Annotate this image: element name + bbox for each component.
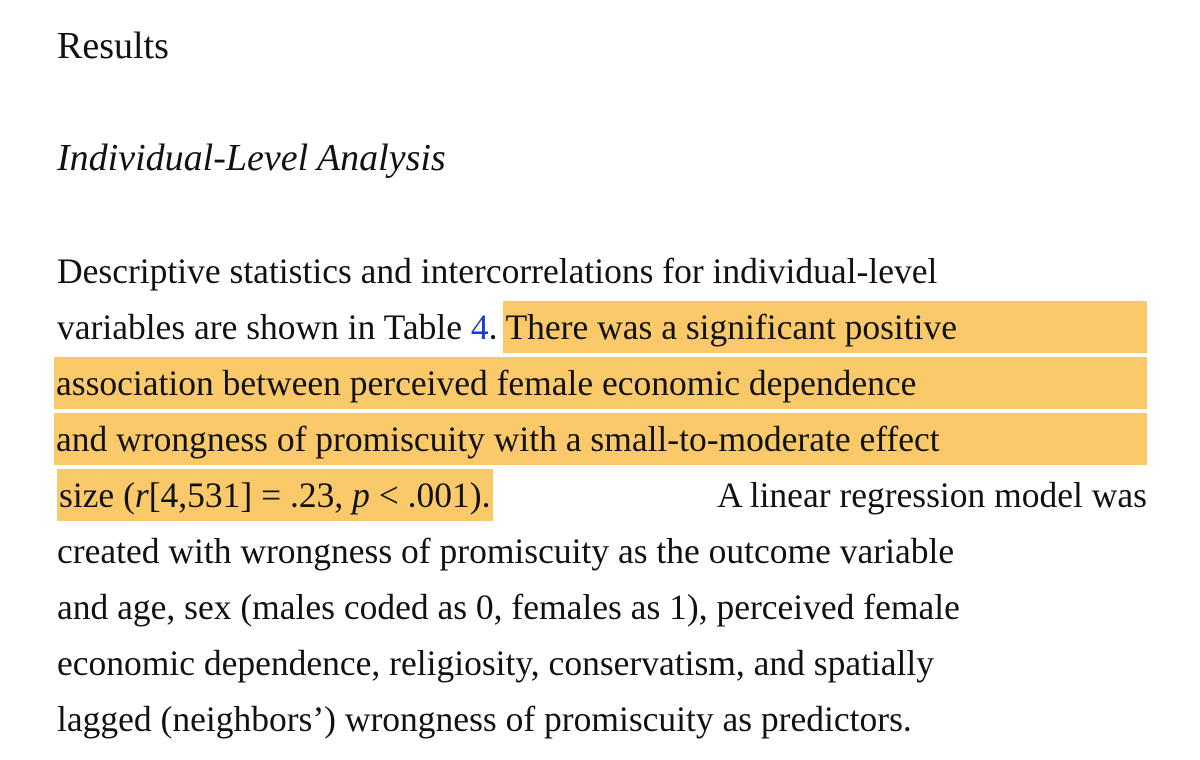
paragraph-line-9 (57, 691, 1147, 747)
paragraph-line-2 (57, 299, 1147, 355)
paragraph-line-6 (57, 523, 1147, 579)
paragraph-line-7 (57, 579, 1147, 635)
stat-p-value: < .001). (369, 475, 491, 515)
paragraph-line-9-text: lagged (neighbors’) wrongness of promiscuity as predictors. (57, 699, 912, 739)
paragraph-line-5 (57, 467, 1147, 523)
highlight-line-4 (54, 413, 1147, 465)
paragraph-line-4 (57, 411, 1147, 467)
paragraph-line-2-period: . (488, 307, 498, 347)
paragraph-line-8-text: economic dependence, religiosity, conservatism, and spatially (57, 643, 935, 683)
paragraph-line-7-text: and age, sex (males coded as 0, females as 1), perceived female (57, 587, 960, 627)
section-heading: Results (57, 25, 169, 67)
highlight-line-2-text: There was a significant positive (505, 307, 957, 347)
highlight-line-5 (57, 469, 493, 521)
highlight-line-4-text: and wrongness of promiscuity with a small-to-moderate effect (56, 419, 940, 459)
stat-open: size ( (59, 475, 135, 515)
table-4-link[interactable]: 4 (470, 307, 489, 347)
highlight-line-2 (503, 301, 1147, 353)
highlight-line-3 (54, 357, 1147, 409)
subsection-heading: Individual-Level Analysis (57, 137, 446, 179)
paragraph-line-1-text: Descriptive statistics and intercorrelations for individual-level (57, 251, 938, 291)
stat-r-value: [4,531] = .23, (148, 475, 353, 515)
highlight-line-3-text: association between perceived female economic dependence (56, 363, 917, 403)
paragraph-line-8 (57, 635, 1147, 691)
stat-r-symbol: r (134, 475, 149, 515)
paragraph-line-6-text: created with wrongness of promiscuity as the outcome variable (57, 531, 955, 571)
paragraph-line-3 (57, 355, 1147, 411)
paragraph-line-1 (57, 243, 1147, 299)
paragraph-line-2-text: variables are shown in Table (57, 307, 462, 347)
stat-p-symbol: p (352, 475, 370, 515)
paragraph-line-5-text: A linear regression model was (717, 475, 1147, 515)
results-paragraph (57, 243, 1147, 747)
